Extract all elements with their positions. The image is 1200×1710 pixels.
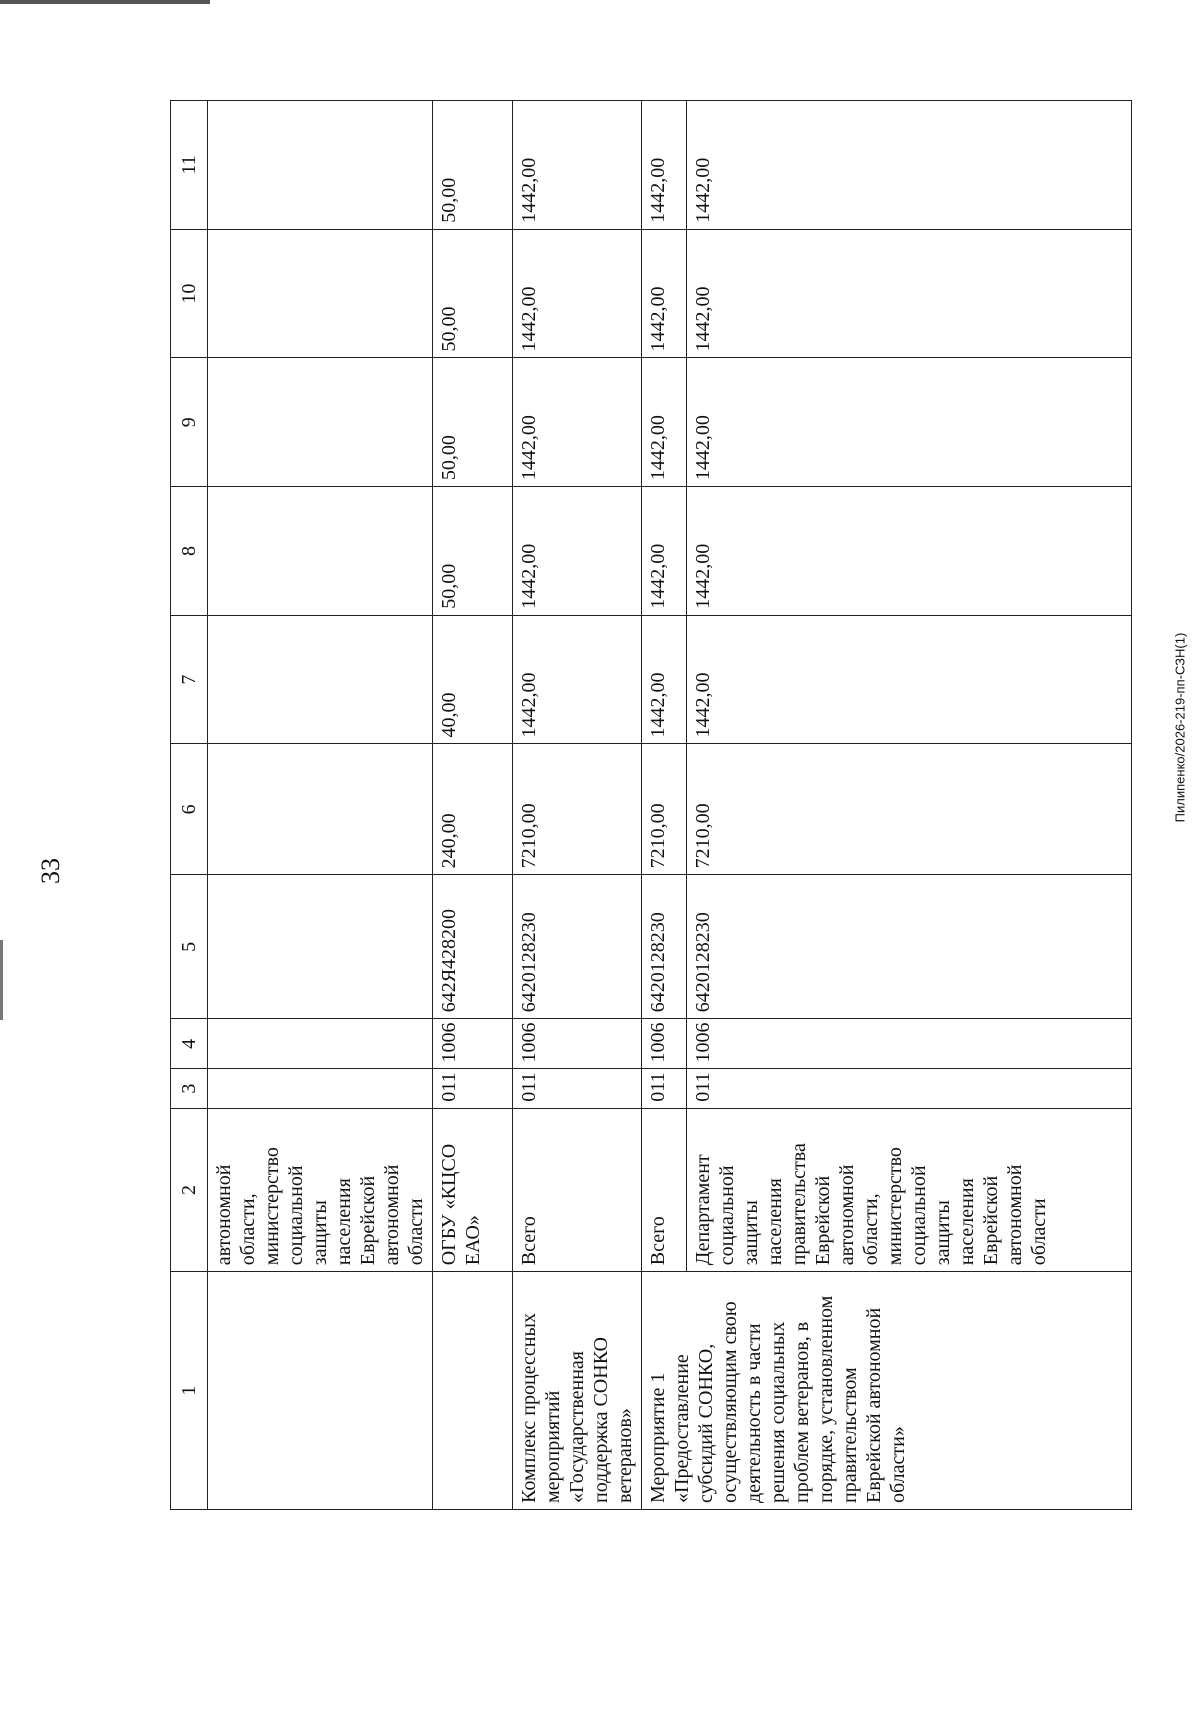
cell-year-1: 1442,00 <box>513 615 642 744</box>
page-number: 33 <box>36 858 65 884</box>
column-header-2: 2 <box>171 1108 208 1272</box>
cell-program-name <box>208 1272 433 1510</box>
cell-grbs <box>208 1069 433 1108</box>
column-header-11: 11 <box>171 101 208 230</box>
cell-section: 1006 <box>433 1019 513 1069</box>
cell-section: 1006 <box>513 1019 642 1069</box>
cell-target-article: 6420128230 <box>513 875 642 1019</box>
column-header-5: 5 <box>171 875 208 1019</box>
cell-year-2: 50,00 <box>433 487 513 616</box>
cell-total: 7210,00 <box>513 744 642 875</box>
table-row <box>513 101 642 1510</box>
cell-target-article: 6420128230 <box>687 875 1132 1019</box>
cell-year-4: 50,00 <box>433 229 513 358</box>
cell-grbs: 011 <box>642 1069 687 1108</box>
cell-section: 1006 <box>642 1019 687 1069</box>
cell-total: 7210,00 <box>687 744 1132 875</box>
cell-year-2: 1442,00 <box>642 487 687 616</box>
column-header-3: 3 <box>171 1069 208 1108</box>
cell-year-3: 1442,00 <box>687 358 1132 487</box>
column-header-7: 7 <box>171 615 208 744</box>
column-header-10: 10 <box>171 229 208 358</box>
cell-grbs: 011 <box>513 1069 642 1108</box>
cell-year-1: 40,00 <box>433 615 513 744</box>
cell-executor: автономной области, министерство социальной защиты населения Еврейской автономной области <box>208 1108 433 1272</box>
cell-year-1: 1442,00 <box>642 615 687 744</box>
cell-year-3: 1442,00 <box>513 358 642 487</box>
cell-program-name <box>433 1272 513 1510</box>
cell-total <box>208 744 433 875</box>
cell-year-4: 1442,00 <box>687 229 1132 358</box>
cell-total: 240,00 <box>433 744 513 875</box>
cell-year-2: 1442,00 <box>687 487 1132 616</box>
cell-section: 1006 <box>687 1019 1132 1069</box>
cell-year-4 <box>208 229 433 358</box>
cell-year-5: 1442,00 <box>642 101 687 230</box>
document-code: Пилипенко/2026-219-пп-СЗН(1) <box>1172 632 1188 823</box>
cell-year-4: 1442,00 <box>642 229 687 358</box>
header-row <box>171 101 208 1510</box>
cell-executor: Всего <box>642 1108 687 1272</box>
cell-year-1 <box>208 615 433 744</box>
table-row <box>208 101 433 1510</box>
column-header-1: 1 <box>171 1272 208 1510</box>
column-header-9: 9 <box>171 358 208 487</box>
cell-executor: ОГБУ «КЦСО ЕАО» <box>433 1108 513 1272</box>
cell-year-2 <box>208 487 433 616</box>
table-row <box>433 101 513 1510</box>
column-header-6: 6 <box>171 744 208 875</box>
cell-year-5: 1442,00 <box>513 101 642 230</box>
cell-target-article: 6420128230 <box>642 875 687 1019</box>
cell-total: 7210,00 <box>642 744 687 875</box>
cell-program-name: Мероприятие 1 «Предоставление субсидий СОНКО, осуществляющим свою деятельность в части решения социальных проблем ветеранов, в порядке, установленном правительством Еврейской автономной области» <box>642 1272 1132 1510</box>
cell-year-3 <box>208 358 433 487</box>
table-container <box>170 100 1070 1510</box>
cell-program-name: Комплекс процессных мероприятий «Государственная поддержка СОНКО ветеранов» <box>513 1272 642 1510</box>
cell-target-article <box>208 875 433 1019</box>
column-header-4: 4 <box>171 1019 208 1069</box>
cell-section <box>208 1019 433 1069</box>
cell-year-5: 1442,00 <box>687 101 1132 230</box>
cell-year-5 <box>208 101 433 230</box>
cell-year-5: 50,00 <box>433 101 513 230</box>
cell-year-4: 1442,00 <box>513 229 642 358</box>
scan-edge-mark <box>0 0 210 4</box>
cell-year-3: 1442,00 <box>642 358 687 487</box>
cell-grbs: 011 <box>433 1069 513 1108</box>
cell-target-article: 642Я428200 <box>433 875 513 1019</box>
budget-table <box>170 100 1132 1510</box>
cell-year-1: 1442,00 <box>687 615 1132 744</box>
cell-executor: Всего <box>513 1108 642 1272</box>
cell-year-3: 50,00 <box>433 358 513 487</box>
cell-executor: Департамент социальной защиты населения правительства Еврейской автономной области, министерство социальной защиты населения Еврейской автономной области <box>687 1108 1132 1272</box>
scan-edge-mark-left <box>0 940 3 1020</box>
cell-grbs: 011 <box>687 1069 1132 1108</box>
column-header-8: 8 <box>171 487 208 616</box>
cell-year-2: 1442,00 <box>513 487 642 616</box>
table-row <box>642 101 687 1510</box>
